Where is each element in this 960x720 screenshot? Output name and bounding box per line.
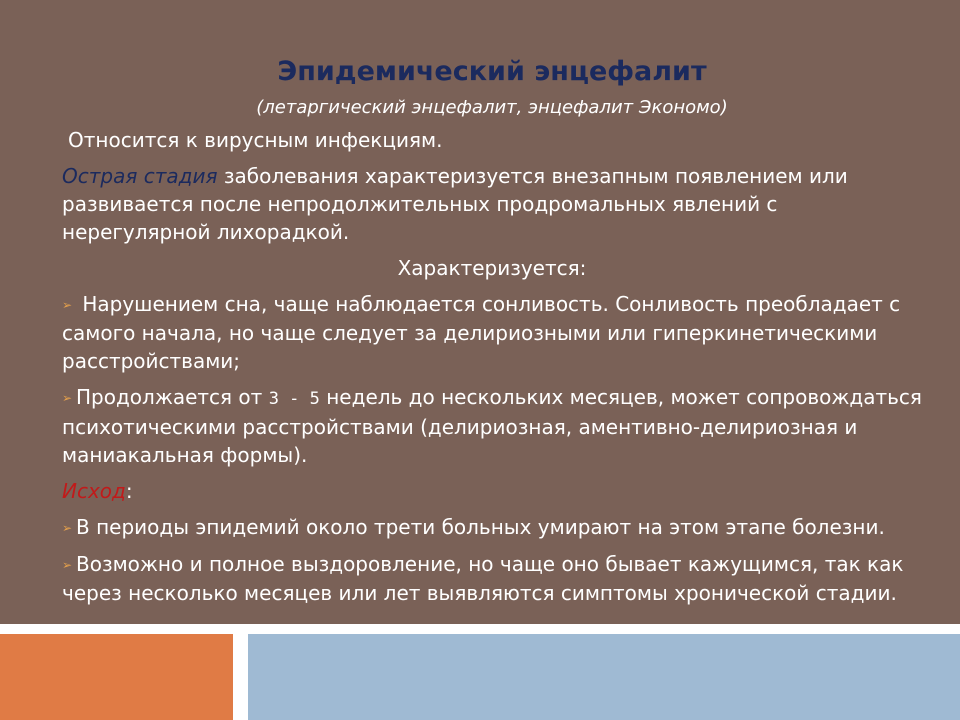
bullet-text-after: недель до нескольких месяцев, может сопровождаться психотическими расстройствами (делириозная, аментивно-делириозная и маниакальная формы). [62, 385, 922, 467]
footer-blue-block [248, 634, 960, 720]
outcome-colon: : [125, 479, 133, 503]
characterized-heading: Характеризуется: [397, 256, 587, 280]
bullet-arrow-icon: ➢ [62, 521, 73, 535]
slide-subtitle: (летаргический энцефалит, энцефалит Экономо) [256, 97, 728, 118]
bullet-item [62, 550, 922, 607]
slide-title: Эпидемический энцефалит [277, 56, 707, 87]
outcome-heading [62, 477, 922, 505]
acute-stage-label: Острая стадия [62, 164, 218, 188]
bullet-arrow-icon: ➢ [62, 391, 73, 405]
intro-paragraph: Относится к вирусным инфекциям. [68, 128, 443, 152]
bullet-item [62, 513, 922, 542]
bullet-arrow-icon: ➢ [62, 558, 73, 572]
bullet-text: Возможно и полное выздоровление, но чаще оно бывает кажущимся, так как через несколько месяцев или лет выявляются симптомы хронической стадии. [62, 552, 904, 605]
duration-range: 3 - 5 [268, 389, 320, 409]
slide-content [62, 52, 922, 615]
bullet-item [62, 290, 922, 375]
bullet-text: Нарушением сна, чаще наблюдается сонливость. Сонливость преобладает с самого начала, но чаще следует за делириозными или гиперкинетическими расстройствами; [62, 292, 901, 373]
bullet-arrow-icon: ➢ [62, 298, 73, 312]
bullet-text: В периоды эпидемий около трети больных умирают на этом этапе болезни. [76, 515, 885, 539]
bullet-text-before: Продолжается от [76, 385, 269, 409]
bullet-item [62, 383, 922, 469]
footer-orange-block [0, 634, 233, 720]
acute-stage-text: заболевания характеризуется внезапным появлением или развивается после непродолжительных продромальных явлений с нерегулярной лихорадкой. [62, 164, 848, 244]
acute-stage-paragraph [62, 162, 922, 246]
outcome-label: Исход [62, 479, 126, 503]
